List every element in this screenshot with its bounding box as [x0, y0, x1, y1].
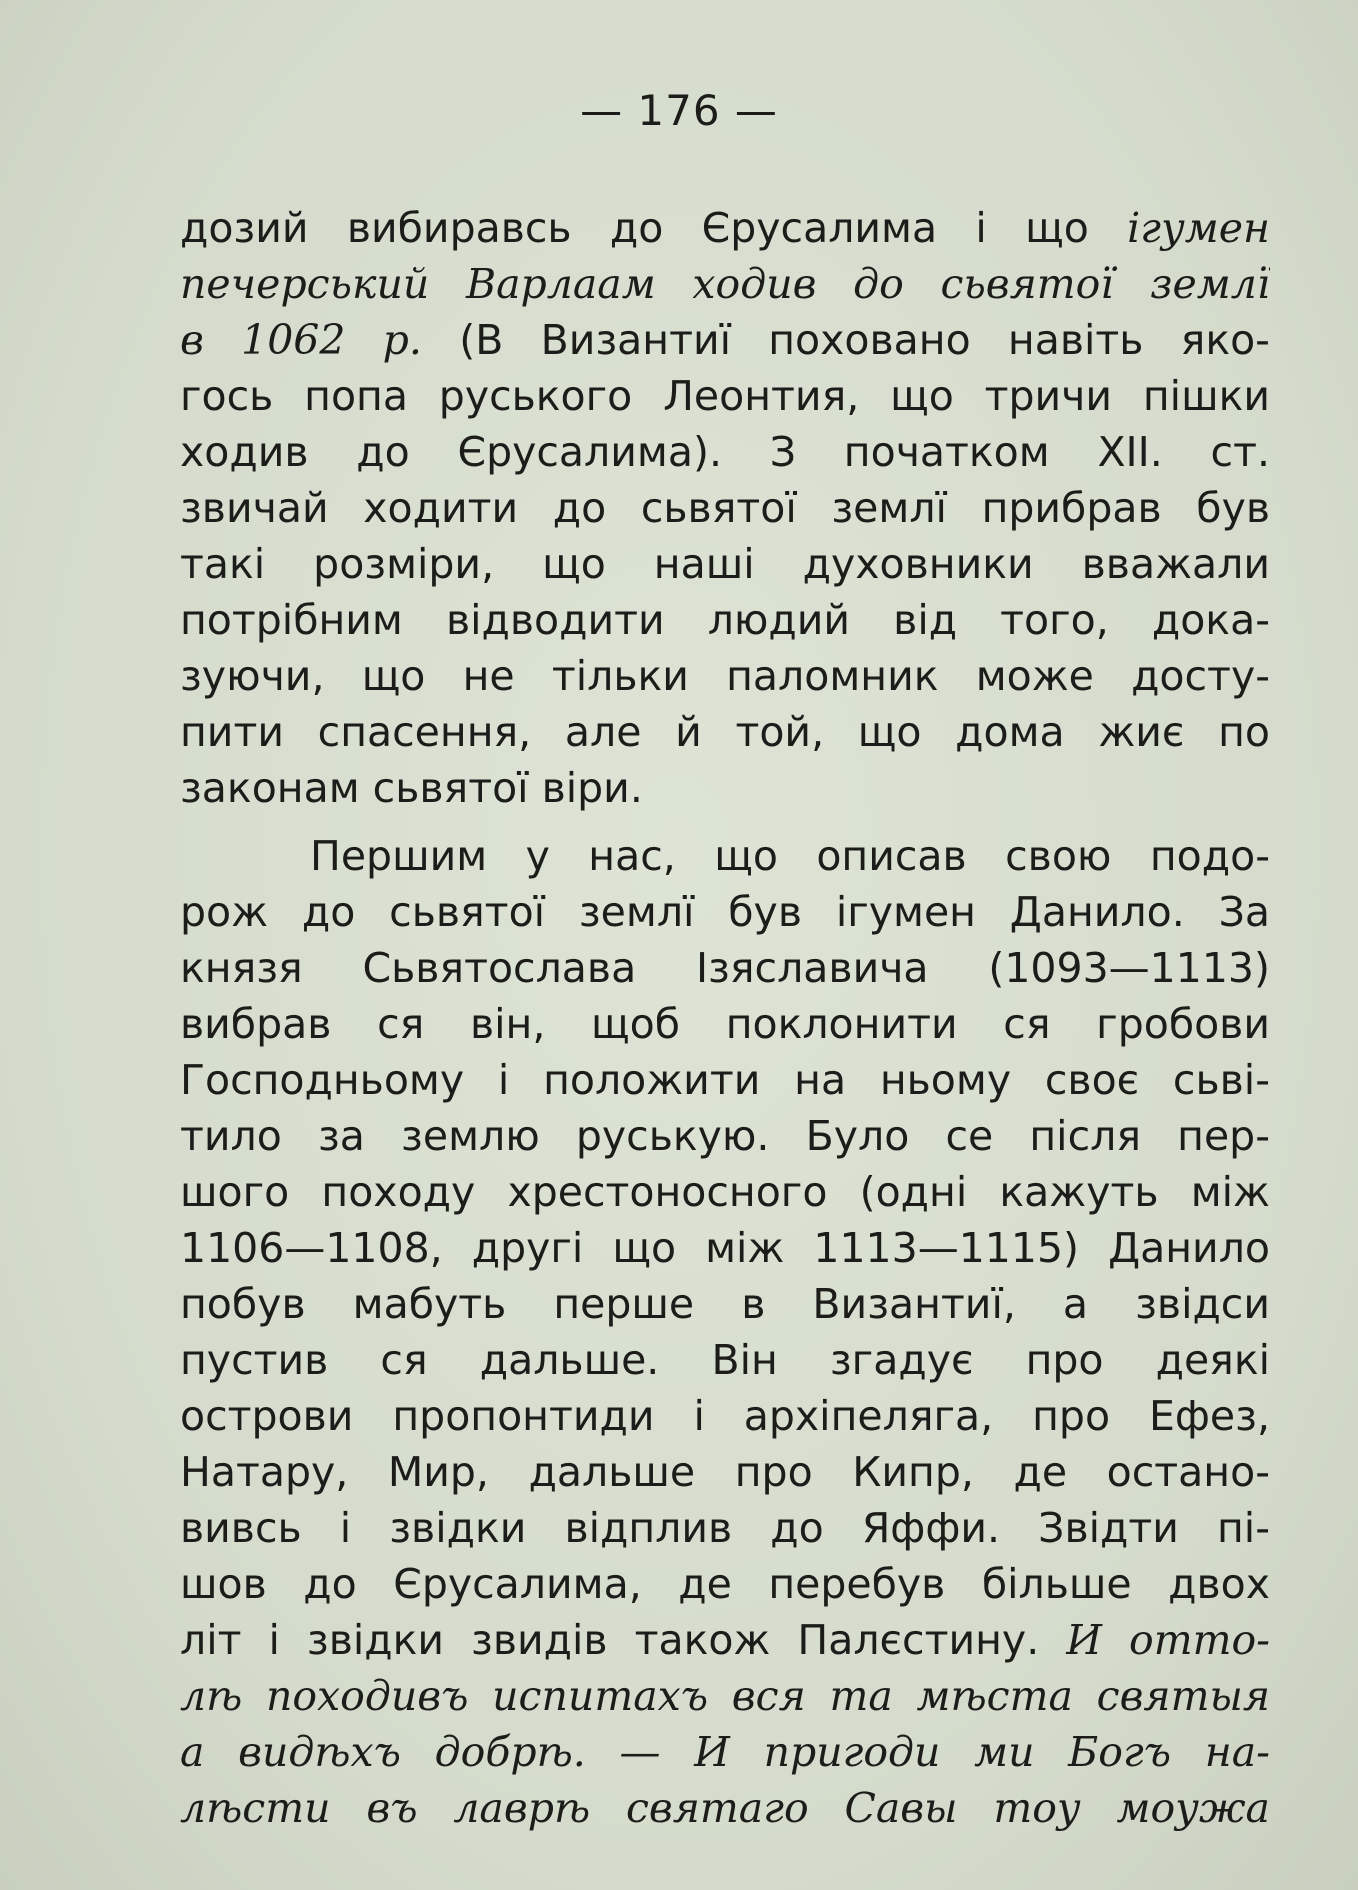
- italic-run: в 1062 р.: [180, 316, 422, 364]
- text-line: вивсь і звідки відплив до Яффи. Звідти пі-: [180, 1504, 1270, 1552]
- paragraph-1: [180, 200, 1270, 816]
- text-line: лѣ походивъ испитахъ вся та мѣста святыя: [180, 1672, 1270, 1720]
- text-line: тило за землю руськую. Було се після пер-: [180, 1112, 1270, 1160]
- text-line: 1106—1108, другі що між 1113—1115) Данило: [180, 1224, 1270, 1272]
- text-line: рож до сьвятої землї був ігумен Данило. За: [180, 888, 1270, 936]
- text-line: зуючи, що не тільки паломник може досту-: [180, 652, 1270, 700]
- text-run: (В Византиї поховано навіть яко-: [421, 316, 1270, 364]
- text-line: [180, 200, 1270, 256]
- text-line: шов до Єрусалима, де перебув більше двох: [180, 1560, 1270, 1608]
- text-line: [180, 1612, 1270, 1668]
- text-line: князя Сьвятослава Ізяславича (1093—1113): [180, 944, 1270, 992]
- text-line: законам сьвятої віри.: [180, 764, 643, 812]
- italic-run: И отто-: [1066, 1616, 1270, 1664]
- text-line: пити спасення, але й той, що дома жиє по: [180, 708, 1270, 756]
- page-number: — 176 —: [580, 86, 778, 135]
- text-line: побув мабуть перше в Византиї, а звідси: [180, 1280, 1270, 1328]
- text-line: Господньому і положити на ньому своє сьві-: [180, 1056, 1270, 1104]
- text-run: літ і звідки звидів також Палєстину.: [180, 1616, 1067, 1664]
- text-line: лѣсти въ лаврѣ святаго Савы тоу моужа: [180, 1784, 1270, 1832]
- body-text: [180, 200, 1270, 1836]
- text-line: звичай ходити до сьвятої землї прибрав був: [180, 484, 1270, 532]
- text-run: дозий вибиравсь до Єрусалима і що: [180, 204, 1128, 252]
- text-line: пустив ся дальше. Він згадує про деякі: [180, 1336, 1270, 1384]
- text-line: [180, 312, 1270, 368]
- text-line: а видѣхъ добрѣ. — И пригоди ми Богъ на-: [180, 1728, 1270, 1776]
- text-line: потрібним відводити людий від того, дока-: [180, 596, 1270, 644]
- text-line: печерський Варлаам ходив до сьвятої землї: [180, 260, 1270, 308]
- text-line: ходив до Єрусалима). З початком XII. ст.: [180, 428, 1270, 476]
- text-line: Першим у нас, що описав свою подо-: [310, 832, 1270, 880]
- text-line: острови пропонтиди і архіпеляга, про Ефез,: [180, 1392, 1270, 1440]
- text-line: вибрав ся він, щоб поклонити ся гробови: [180, 1000, 1270, 1048]
- text-line: Натару, Мир, дальше про Кипр, де остано-: [180, 1448, 1270, 1496]
- paragraph-2: [180, 828, 1270, 1836]
- text-line: шого походу хрестоносного (одні кажуть між: [180, 1168, 1270, 1216]
- paragraph-gap: [180, 816, 1270, 828]
- text-line: гось попа руського Леонтия, що тричи пішки: [180, 372, 1270, 420]
- italic-run: ігумен: [1127, 204, 1270, 252]
- text-line: такі розміри, що наші духовники вважали: [180, 540, 1270, 588]
